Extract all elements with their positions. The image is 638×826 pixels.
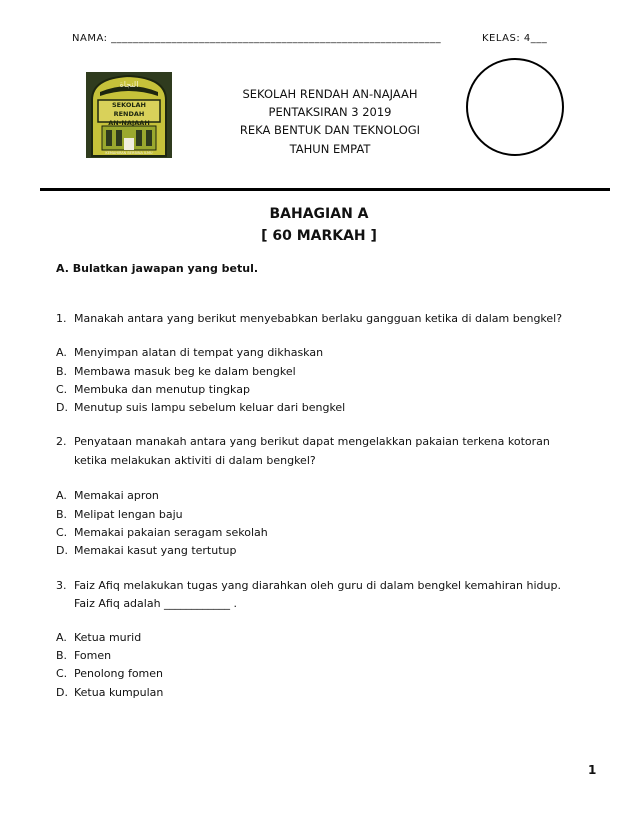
option-text: Menyimpan alatan di tempat yang dikhaskan: [74, 346, 324, 359]
option-letter: C.: [56, 383, 68, 396]
logo-text-line1: SEKOLAH RENDAH: [111, 101, 146, 118]
question-text: Penyataan manakah antara yang berikut dapat mengelakkan pakaian terkena kotoran: [74, 435, 550, 448]
option-letter: B.: [56, 508, 68, 521]
question-number: 1.: [56, 312, 67, 325]
page-number: 1: [588, 763, 597, 777]
option-letter: D.: [56, 401, 68, 414]
question-text: Manakah antara yang berikut menyebabkan berlaku gangguan ketika di dalam bengkel?: [74, 312, 563, 325]
option-text: Membuka dan menutup tingkap: [74, 383, 250, 396]
option-text: Penolong fomen: [74, 667, 164, 680]
option-letter: B.: [56, 365, 68, 378]
header-divider: [40, 188, 610, 191]
logo-small-text: KEMAHIRAN BERBINA ILMU: [105, 151, 153, 155]
option-letter: D.: [56, 686, 68, 699]
year-title: TAHUN EMPAT: [289, 142, 371, 156]
section-marks: [ 60 MARKAH ]: [261, 228, 377, 244]
option-text: Menutup suis lampu sebelum keluar dari bengkel: [74, 401, 346, 414]
name-field-label: NAMA: ____________________________________________________________: [72, 33, 442, 44]
option-text: Membawa masuk beg ke dalam bengkel: [74, 365, 296, 378]
question-text: Faiz Afiq melakukan tugas yang diarahkan oleh guru di dalam bengkel kemahiran hidup.: [74, 579, 561, 592]
option-letter: C.: [56, 667, 68, 680]
class-field-label: KELAS: 4___: [482, 33, 548, 44]
option-text: Memakai apron: [74, 489, 159, 502]
option-text: Ketua murid: [74, 631, 142, 644]
question-text-continued: ketika melakukan aktiviti di dalam bengkel?: [74, 454, 316, 467]
logo-text-line2: AN-NAJAAH: [108, 119, 150, 127]
question-number: 3.: [56, 579, 67, 592]
school-name: SEKOLAH RENDAH AN-NAJAAH: [242, 87, 418, 101]
option-letter: A.: [56, 346, 67, 359]
option-text: Melipat lengan baju: [74, 508, 183, 521]
exam-title: PENTAKSIRAN 3 2019: [268, 105, 392, 119]
subject-title: REKA BENTUK DAN TEKNOLOGI: [239, 123, 421, 137]
instruction-text: A. Bulatkan jawapan yang betul.: [56, 262, 259, 275]
option-text: Memakai pakaian seragam sekolah: [74, 526, 268, 539]
question-number: 2.: [56, 435, 67, 448]
question-text-continued: Faiz Afiq adalah ____________ .: [74, 597, 238, 610]
option-letter: A.: [56, 489, 67, 502]
logo-arabic-text: النجاة: [119, 80, 139, 89]
option-text: Memakai kasut yang tertutup: [74, 544, 237, 557]
option-letter: A.: [56, 631, 67, 644]
option-letter: B.: [56, 649, 68, 662]
option-text: Ketua kumpulan: [74, 686, 164, 699]
option-letter: C.: [56, 526, 68, 539]
section-title: BAHAGIAN A: [269, 206, 369, 222]
option-text: Fomen: [74, 649, 112, 662]
option-letter: D.: [56, 544, 68, 557]
score-circle: [466, 58, 564, 156]
